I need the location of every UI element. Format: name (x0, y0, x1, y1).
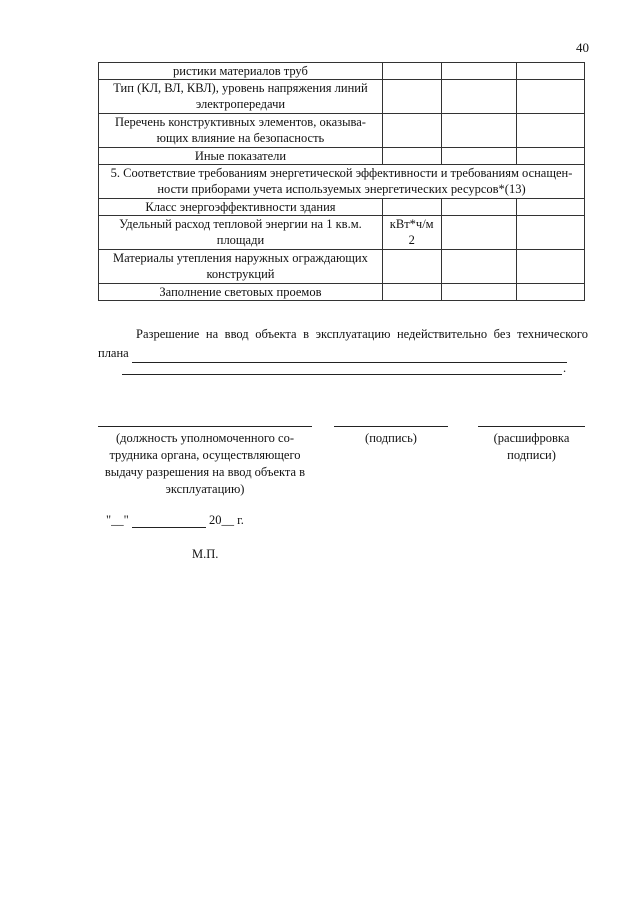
row-value-actual (517, 63, 585, 80)
row-label: Удельный расход тепловой энергии на 1 кв.м. площади (99, 216, 383, 250)
year-blank[interactable]: __ (221, 513, 234, 527)
permission-text: Разрешение на ввод объекта в эксплуатацию недействительно без технического (136, 327, 588, 341)
signature-caption: (подпись) (365, 431, 417, 445)
table-row (99, 284, 585, 301)
row-unit (382, 250, 441, 284)
row-label: Класс энергоэффективности здания (99, 199, 383, 216)
table-row (99, 114, 585, 148)
position-caption: (должность уполномоченного со-трудника органа, осуществляющего выдачу разрешения на ввод объекта в эксплуатацию) (104, 431, 306, 496)
row-label: Заполнение световых проемов (99, 284, 383, 301)
permission-statement (98, 325, 588, 363)
row-label: Перечень конструктивных элементов, оказыва-ющих влияние на безопасность (99, 114, 383, 148)
quote-close: " (123, 513, 129, 527)
decode-caption: (расшифровка подписи) (493, 431, 570, 462)
row-label: ристики материалов труб (99, 63, 383, 80)
plan-blank-line[interactable] (132, 347, 567, 363)
plan-line (98, 344, 588, 363)
plan-label: плана (98, 346, 129, 360)
month-blank[interactable] (132, 512, 206, 528)
stamp-label: М.П. (192, 547, 219, 561)
row-value-actual (517, 148, 585, 165)
row-unit (382, 80, 441, 114)
end-dot: . (563, 361, 567, 375)
row-unit (382, 216, 441, 250)
decode-blank-line[interactable] (478, 425, 585, 427)
unit-exponent: 2 (408, 233, 415, 247)
date-line (106, 512, 244, 528)
row-value-design (441, 250, 517, 284)
section-heading: 5. Соответствие требованиям энергетической эффективности и требованиям оснащен-ности приборами учета используемых энергетических ресурсов*(13) (99, 165, 585, 199)
row-value-design (441, 63, 517, 80)
row-value-actual (517, 216, 585, 250)
row-value-actual (517, 284, 585, 301)
year-prefix: 20 (208, 513, 222, 527)
row-unit (382, 199, 441, 216)
row-unit (382, 114, 441, 148)
row-label: Тип (КЛ, ВЛ, КВЛ), уровень напряжения линий электропередачи (99, 80, 383, 114)
row-value-design (441, 216, 517, 250)
row-value-actual (517, 199, 585, 216)
page-number: 40 (576, 40, 589, 55)
row-value-actual (517, 80, 585, 114)
table-row (99, 148, 585, 165)
table-section-row (99, 165, 585, 199)
signature-blank-line[interactable] (334, 425, 448, 427)
table-row (99, 250, 585, 284)
position-blank-line[interactable] (98, 425, 312, 427)
row-unit (382, 63, 441, 80)
unit-text: кВт*ч/м (389, 217, 434, 231)
energy-indicators-table (98, 62, 585, 301)
row-value-design (441, 284, 517, 301)
table-row (99, 216, 585, 250)
row-value-design (441, 80, 517, 114)
row-label: Материалы утепления наружных ограждающих конструкций (99, 250, 383, 284)
year-suffix: г. (237, 513, 244, 527)
table-row (99, 199, 585, 216)
row-unit (382, 148, 441, 165)
table-row (99, 63, 585, 80)
table-row (99, 80, 585, 114)
row-value-design (441, 148, 517, 165)
plan-blank-line-2[interactable] (122, 366, 562, 375)
row-value-actual (517, 250, 585, 284)
day-blank[interactable]: __ (111, 513, 124, 527)
row-label: Иные показатели (99, 148, 383, 165)
row-value-design (441, 114, 517, 148)
row-value-design (441, 199, 517, 216)
quote-open: " (106, 513, 112, 527)
row-value-actual (517, 114, 585, 148)
row-unit (382, 284, 441, 301)
